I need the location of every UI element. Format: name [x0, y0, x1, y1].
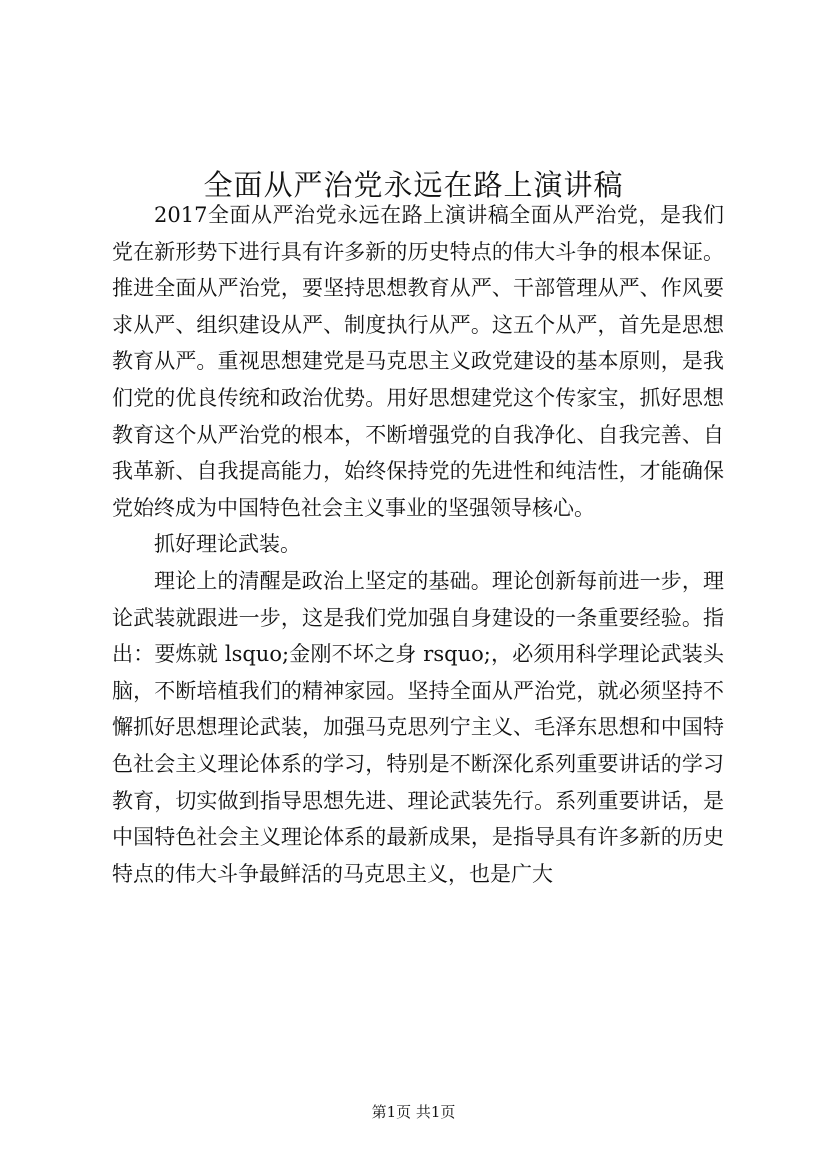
page-footer: 第1页 共1页: [371, 1103, 456, 1121]
paragraph-theory: 理论上的清醒是政治上坚定的基础。理论创新每前进一步，理论武装就跟进一步，这是我们党加强自身建设的一条重要经验。指出：要炼就 lsquo;金刚不坏之身 rsquo;，必须用科学理论武装头脑，不断培植我们的精神家园。坚持全面从严治党，就必须坚持不懈抓好思想理论武装，加强马克思列宁主义、毛泽东思想和中国特色社会主义理论体系的学习，特别是不断深化系列重要讲话的学习教育，切实做到指导思想先进、理论武装先行。系列重要讲话，是中国特色社会主义理论体系的最新成果，是指导具有许多新的历史特点的伟大斗争最鲜活的马克思主义，也是广大: [112, 568, 724, 886]
paragraph-heading: 抓好理论武装。: [154, 532, 301, 557]
document-title: 全面从严治党永远在路上演讲稿: [203, 168, 624, 203]
paragraph-intro: 2017全面从严治党永远在路上演讲稿全面从严治党，是我们党在新形势下进行具有许多新的历史特点的伟大斗争的根本保证。推进全面从严治党，要坚持思想教育从严、干部管理从严、作风要求从严、组织建设从严、制度执行从严。这五个从严，首先是思想教育从严。重视思想建党是马克思主义政党建设的基本原则，是我们党的优良传统和政治优势。用好思想建党这个传家宝，抓好思想教育这个从严治党的根本，不断增强党的自我净化、自我完善、自我革新、自我提高能力，始终保持党的先进性和纯洁性，才能确保党始终成为中国特色社会主义事业的坚强领导核心。: [112, 203, 724, 520]
document-body: [112, 197, 724, 892]
